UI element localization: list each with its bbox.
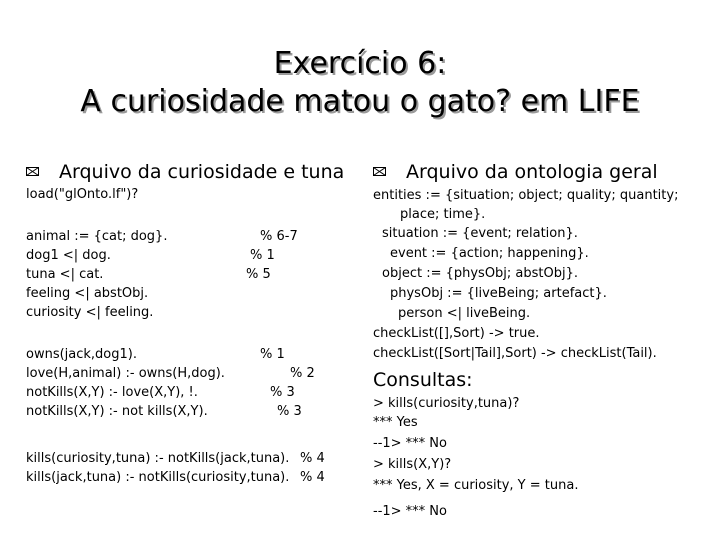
code-line: owns(jack,dog1).	[26, 347, 137, 362]
code-line: notKills(X,Y) :- not kills(X,Y).	[26, 404, 208, 419]
title-line-2: A curiosidade matou o gato? em LIFE	[80, 84, 640, 119]
title-line-1: Exercício 6:	[273, 46, 447, 81]
code-line: curiosity <| feeling.	[26, 305, 154, 320]
code-comment: % 1	[260, 347, 285, 362]
ontology-line: person <| liveBeing.	[398, 306, 531, 321]
code-comment: % 4	[300, 451, 325, 466]
right-heading	[373, 160, 658, 185]
code-line: love(H,animal) :- owns(H,dog).	[26, 366, 225, 381]
code-line: dog1 <| dog.	[26, 248, 111, 263]
code-line: notKills(X,Y) :- love(X,Y), !.	[26, 385, 198, 400]
ontology-line: checkList([Sort|Tail],Sort) -> checkList(Tail).	[373, 346, 657, 361]
code-line: feeling <| abstObj.	[26, 286, 149, 301]
right-heading-text: Arquivo da ontologia geral	[406, 161, 658, 183]
code-comment: % 2	[290, 366, 315, 381]
envelope-bullet-icon	[26, 161, 39, 185]
code-comment: % 1	[250, 248, 275, 263]
left-heading-text: Arquivo da curiosidade e tuna	[59, 161, 345, 183]
query-line: --1> *** No	[373, 504, 447, 519]
query-line: *** Yes	[373, 415, 418, 430]
code-line: animal := {cat; dog}.	[26, 229, 168, 244]
envelope-bullet-icon	[373, 161, 386, 185]
query-line: > kills(X,Y)?	[373, 457, 452, 472]
code-line: kills(curiosity,tuna) :- notKills(jack,tuna).	[26, 451, 290, 466]
queries-heading: Consultas:	[373, 369, 473, 391]
code-comment: % 5	[246, 267, 271, 282]
code-comment: % 4	[300, 470, 325, 485]
code-comment: % 6-7	[260, 229, 298, 244]
ontology-line: situation := {event; relation}.	[382, 226, 578, 241]
load-command: load("glOnto.lf")?	[26, 187, 139, 202]
ontology-line: physObj := {liveBeing; artefact}.	[390, 286, 607, 301]
ontology-line: place; time}.	[400, 207, 486, 222]
code-comment: % 3	[270, 385, 295, 400]
code-comment: % 3	[277, 404, 302, 419]
ontology-line: checkList([],Sort) -> true.	[373, 326, 540, 341]
ontology-line: event := {action; happening}.	[390, 246, 589, 261]
ontology-line: object := {physObj; abstObj}.	[382, 266, 579, 281]
query-line: > kills(curiosity,tuna)?	[373, 396, 520, 411]
query-line: *** Yes, X = curiosity, Y = tuna.	[373, 478, 579, 493]
query-line: --1> *** No	[373, 436, 447, 451]
code-line: tuna <| cat.	[26, 267, 104, 282]
left-heading	[26, 160, 344, 185]
ontology-line: entities := {situation; object; quality; quantity;	[373, 188, 679, 203]
code-line: kills(jack,tuna) :- notKills(curiosity,tuna).	[26, 470, 290, 485]
